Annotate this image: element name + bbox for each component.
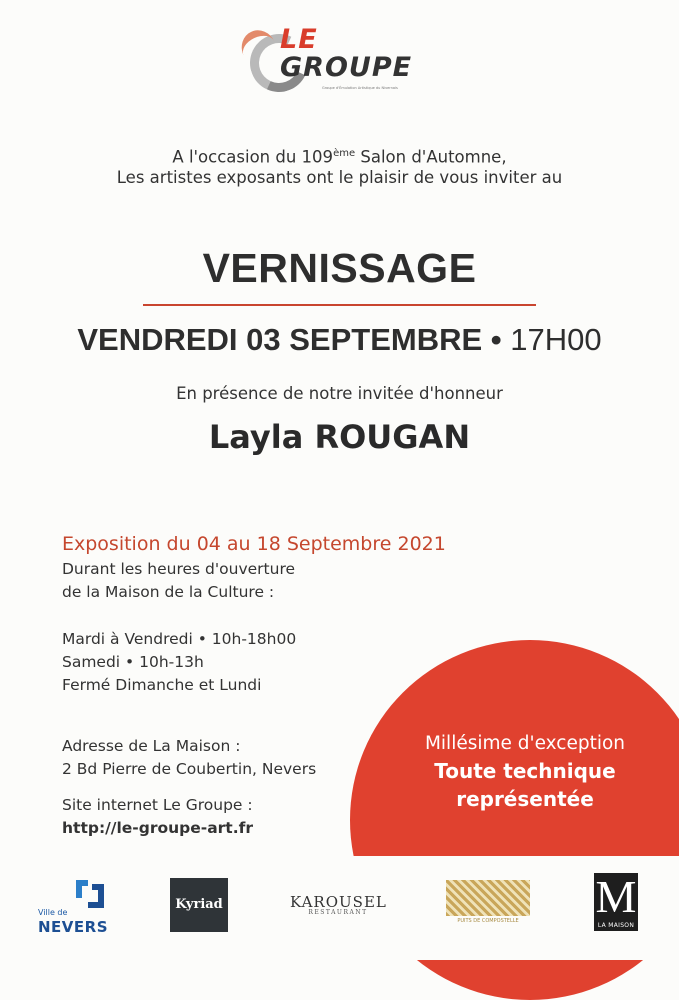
schedule-item: Fermé Dimanche et Lundi xyxy=(62,676,262,694)
logo-tagline: Groupe d'Émulation Artistique du Nivernais xyxy=(322,86,398,90)
nevers-big-text: NEVERS xyxy=(38,918,109,936)
badge-line-3: représentée xyxy=(456,787,594,811)
guest-intro: En présence de notre invitée d'honneur xyxy=(176,384,503,403)
karousel-logo xyxy=(290,893,386,916)
event-time: 17H00 xyxy=(510,322,602,357)
karousel-name: KAROUSEL xyxy=(290,893,387,911)
ornament-pattern-icon xyxy=(446,880,530,916)
event-separator: • xyxy=(490,322,502,357)
address-value: 2 Bd Pierre de Coubertin, Nevers xyxy=(62,760,317,778)
hours-intro-line-2: de la Maison de la Culture : xyxy=(62,583,275,601)
nevers-mark-icon xyxy=(74,878,106,910)
website-label: Site internet Le Groupe : xyxy=(62,796,253,814)
opening-schedule xyxy=(62,628,296,697)
intro-line-2: Les artistes exposants ont le plaisir de vous inviter au xyxy=(116,168,563,187)
guest-name: Layla ROUGAN xyxy=(208,418,471,456)
address-block xyxy=(62,735,316,781)
website-block xyxy=(62,794,253,840)
event-date-line xyxy=(0,322,679,358)
badge-line-2: Toute technique xyxy=(434,759,616,783)
exhibition-dates: Exposition du 04 au 18 Septembre 2021 xyxy=(62,533,446,555)
hours-intro xyxy=(62,558,295,604)
badge-line-1: Millésime d'exception xyxy=(424,733,626,754)
logo-line1: LE xyxy=(280,24,318,55)
maison-text: LA MAISON xyxy=(597,922,635,929)
event-title: VERNISSAGE xyxy=(202,245,477,291)
schedule-item: Mardi à Vendredi • 10h-18h00 xyxy=(62,630,297,648)
puits-de-compostelle-logo xyxy=(446,880,530,932)
karousel-sub: RESTAURANT xyxy=(308,909,368,916)
kyriad-logo: Kyriad xyxy=(170,878,228,932)
le-groupe-logo xyxy=(240,20,413,110)
highlight-text xyxy=(375,730,675,813)
nevers-small-text: Ville de xyxy=(38,908,68,917)
website-url[interactable]: http://le-groupe-art.fr xyxy=(62,819,253,837)
la-maison-logo xyxy=(594,873,638,931)
maison-letter: M xyxy=(595,871,637,922)
schedule-item: Samedi • 10h-13h xyxy=(62,653,204,671)
puits-text: PUITS DE COMPOSTELLE xyxy=(457,918,519,924)
intro-line-1: A l'occasion du 109ème Salon d'Automne, xyxy=(172,147,507,167)
ville-de-nevers-logo xyxy=(38,878,118,938)
address-label: Adresse de La Maison : xyxy=(62,737,241,755)
title-divider xyxy=(143,304,536,306)
hours-intro-line-1: Durant les heures d'ouverture xyxy=(62,560,296,578)
event-date: VENDREDI 03 SEPTEMBRE xyxy=(77,322,483,357)
logo-line2: GROUPE xyxy=(280,52,413,83)
